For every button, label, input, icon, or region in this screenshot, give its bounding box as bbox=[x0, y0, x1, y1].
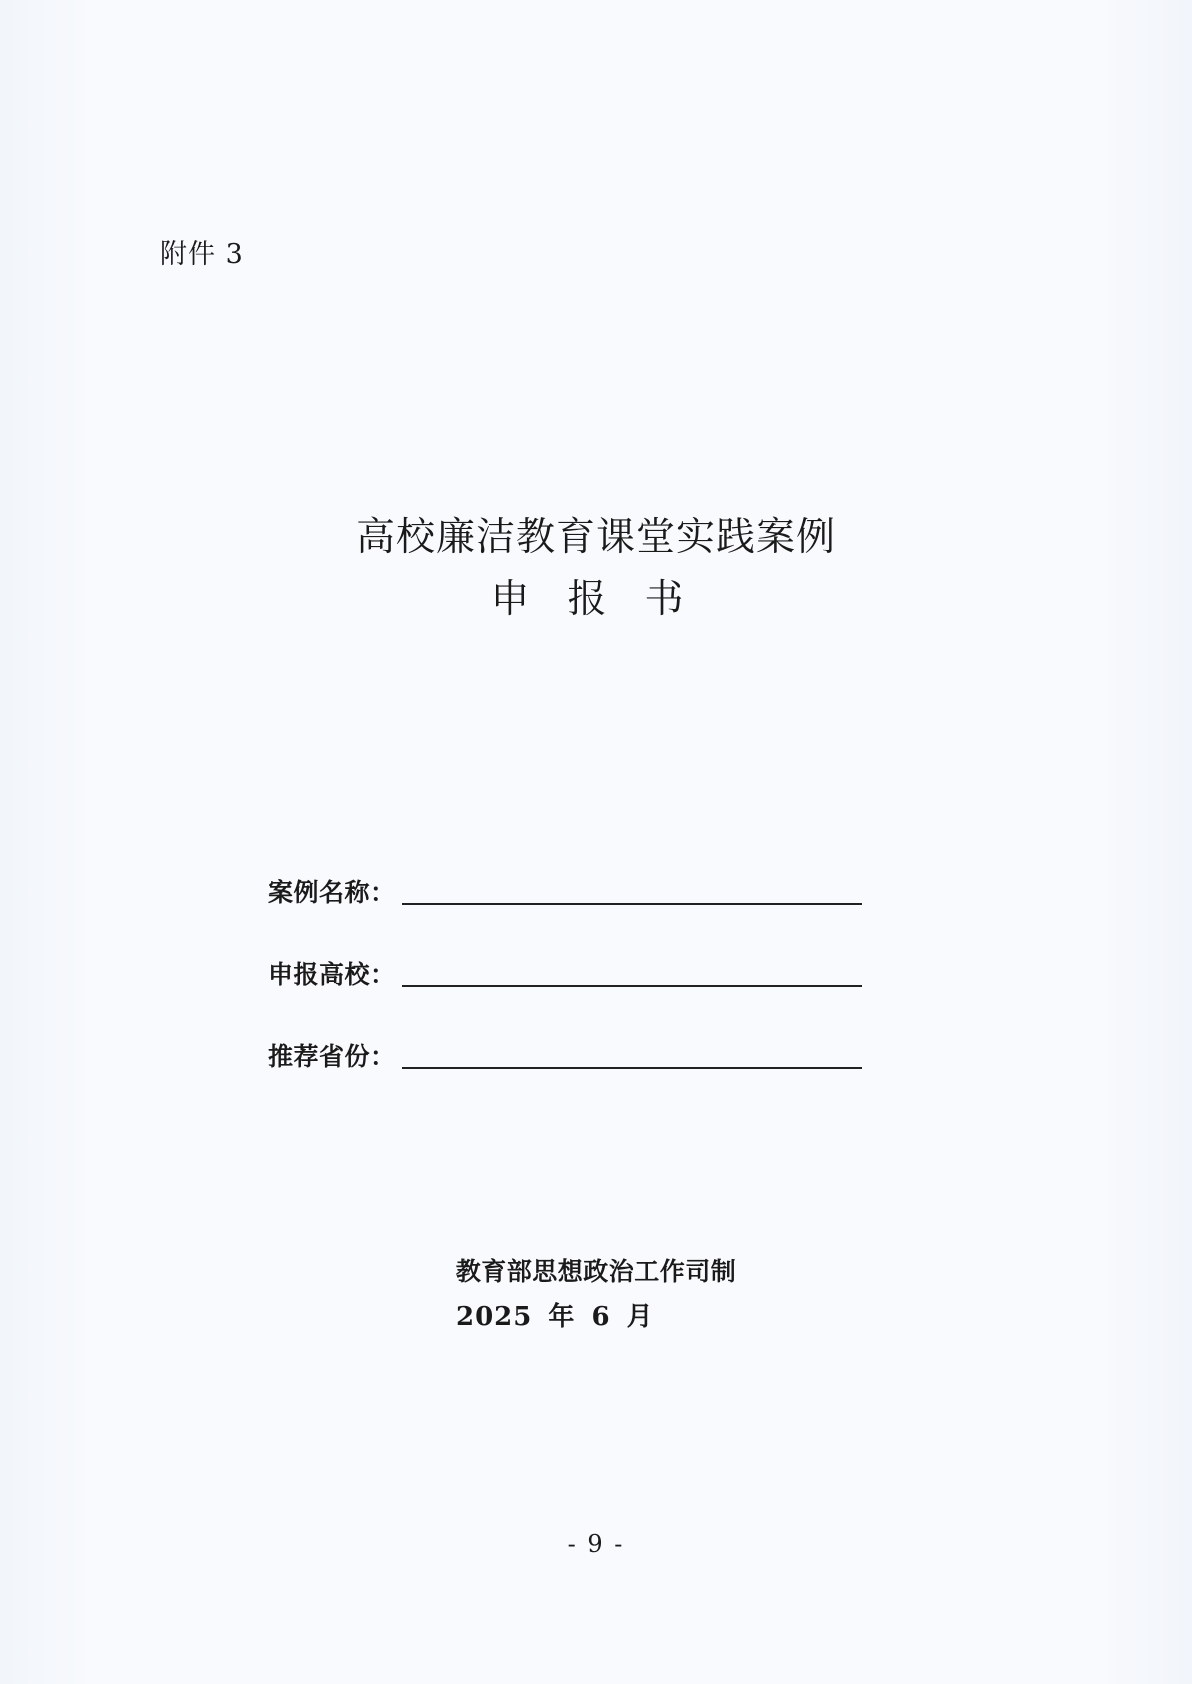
recommending-province-label: 推荐省份： bbox=[268, 1042, 396, 1071]
document-title: 高校廉洁教育课堂实践案例 bbox=[355, 515, 836, 560]
attachment-label: 附件 3 bbox=[160, 239, 244, 270]
case-name-blank-line bbox=[402, 903, 862, 905]
applying-university-field bbox=[268, 955, 862, 991]
applying-university-blank-line bbox=[402, 985, 862, 987]
issuer: 教育部思想政治工作司制 bbox=[455, 1257, 737, 1286]
case-name-label: 案例名称： bbox=[268, 878, 396, 907]
document-subtitle: 申报书 bbox=[490, 577, 722, 622]
applying-university-label: 申报高校： bbox=[268, 960, 396, 989]
case-name-field bbox=[268, 873, 862, 909]
issue-date: 2025 年 6 月 bbox=[456, 1302, 654, 1332]
page-number: - 9 - bbox=[567, 1530, 625, 1558]
recommending-province-field bbox=[268, 1037, 862, 1073]
recommending-province-blank-line bbox=[402, 1067, 862, 1069]
